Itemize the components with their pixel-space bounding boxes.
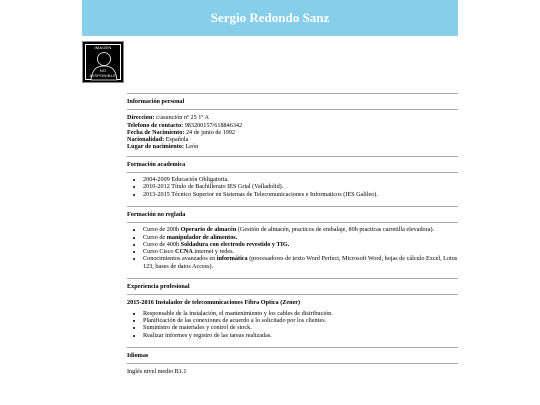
- personal-info-value: León: [183, 143, 199, 151]
- nonformal-item-bold: informática: [216, 255, 248, 263]
- nonformal-item-pre: Curso de 200h: [143, 226, 181, 234]
- academic-item: • 2013-2015 Técnico Superior en Sistemas de Telecomunicaciones e Informaticos (IES Galileo).: [143, 191, 458, 198]
- nonformal-item-pre: Conocimientos avanzados en: [143, 255, 217, 263]
- section-languages: [127, 347, 458, 376]
- nonformal-item-bold: CCNA: [174, 248, 193, 256]
- languages-text: Inglés nivel medio B1.1: [127, 368, 187, 376]
- personal-info-value: Española: [164, 136, 189, 144]
- section-academic: [127, 156, 458, 206]
- section-divider: [127, 278, 458, 279]
- photo-text-line2: NO: [99, 68, 107, 73]
- nonformal-list: [127, 226, 458, 270]
- personal-info-label: Direccion:: [127, 114, 155, 122]
- nonformal-item-post: internet y redes.: [192, 248, 235, 256]
- section-divider: [127, 294, 458, 295]
- photo-text-line3: DISPONIBLE: [89, 73, 116, 78]
- academic-item: • 2010-2012 Título de Bachillerato IES Grial (Valladolid).: [143, 183, 458, 190]
- section-title-languages: Idiomas: [127, 351, 149, 359]
- experience-item: • Responsable de la instalación, el mantenimiento y los cables de distribución.: [143, 310, 458, 317]
- nonformal-item: [143, 226, 458, 233]
- nonformal-item: [143, 255, 458, 270]
- nonformal-item: [143, 234, 458, 241]
- section-title-personal: Información personal: [127, 98, 185, 105]
- name-banner: [82, 0, 458, 36]
- experience-item: • Planificación de las conexiones de acuerdo a lo solicitado por los clientes.: [143, 317, 458, 324]
- section-nonformal: [127, 206, 458, 278]
- personal-info-value: 24 de junio de 1992: [184, 128, 236, 136]
- section-title-nonformal: Formación no reglada: [127, 210, 186, 218]
- resume-content: [127, 36, 458, 375]
- personal-info-label: Lugar de nacimiento:: [127, 143, 184, 151]
- nonformal-item-bold: manipulador de alimentos.: [166, 233, 238, 241]
- experience-item: • Suministro de materiales y control de stock.: [143, 324, 458, 331]
- personal-info-label: Fecha de Nacimiento:: [127, 128, 185, 136]
- section-personal: [127, 93, 458, 156]
- personal-info-value: 983200157/618846342: [183, 121, 243, 129]
- experience-list: [127, 310, 458, 339]
- resume-page: [82, 0, 458, 375]
- section-divider: [127, 363, 458, 364]
- profile-photo-placeholder: [82, 41, 124, 83]
- section-divider: [127, 347, 458, 348]
- nonformal-item-post: (Gestión de almacén, practicos de embalaje, 80h practicas carretilla elevadora).: [236, 226, 435, 234]
- nonformal-item-bold: Soldadura con electrodo revestido y TIG.: [180, 240, 290, 248]
- full-name: Sergio Redondo Sanz: [210, 10, 330, 25]
- section-divider: [127, 93, 458, 94]
- job-title: 2015-2016 Instalador de telecomunicaciones Fibra Optica (Zener): [127, 299, 301, 307]
- section-divider: [127, 172, 458, 173]
- experience-item: • Realizar informes y registro de las tareas realizadas.: [143, 332, 458, 339]
- section-divider: [127, 206, 458, 207]
- personal-info-row: [127, 122, 458, 129]
- nonformal-item: [143, 241, 458, 248]
- personal-info-list: [127, 114, 458, 150]
- nonformal-item-pre: Curso de 400h: [143, 240, 181, 248]
- personal-info-row: [127, 143, 458, 150]
- academic-item: • 2004-2009 Educación Obligatoria.: [143, 176, 458, 183]
- personal-info-row: [127, 114, 458, 121]
- nonformal-item: [143, 248, 458, 255]
- section-experience: [127, 278, 458, 347]
- section-divider: [127, 156, 458, 157]
- photo-text-line1: IMAGEN: [94, 45, 112, 50]
- personal-info-value: c/asunción nº 25 1º A: [154, 114, 209, 122]
- personal-info-label: Nacionalidad:: [127, 136, 165, 144]
- personal-info-row: [127, 136, 458, 143]
- nonformal-item-post: (procesadores de texto Word Perfect, Microsoft Word, hojas de cálculo Excel, Lotus 123, bases de datos Access).: [143, 255, 458, 270]
- section-title-academic: Formación academica: [127, 160, 186, 168]
- section-title-experience: Experiencia profesional: [127, 283, 190, 291]
- academic-list: [127, 176, 458, 198]
- nonformal-item-pre: Curso Cisco: [143, 248, 175, 256]
- personal-info-row: [127, 129, 458, 136]
- personal-info-label: Telefono de contacto:: [127, 121, 184, 129]
- nonformal-item-pre: Curso de: [143, 233, 167, 241]
- section-divider: [127, 222, 458, 223]
- nonformal-item-bold: Operario de almacén: [180, 226, 237, 234]
